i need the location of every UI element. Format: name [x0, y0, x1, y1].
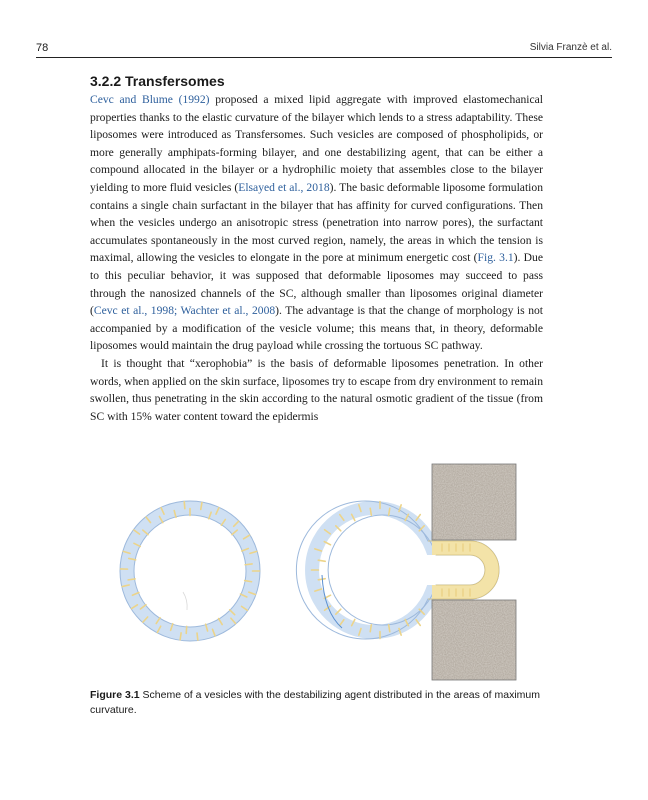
running-head: Silvia Franzè et al. — [529, 42, 612, 53]
paragraph-text: proposed a mixed lipid aggregate with improved elastomechanical properties thanks to the elastic curvature of the bilayer which lends to a stress adaptability. These liposomes were introduced as Transfersomes. Such vesicles are composed of phospholipids, or more generally amphipats-forming bilayer, and one destabilizing agent, that can be either a compound allocated in the bilayer or a hydrophilic moiety that assembles close to the bilayer yielding to more fluid vesicles ( — [90, 93, 543, 194]
paragraph-2: It is thought that “xerophobia” is the basis of deformable liposomes penetration. In other words, when applied on the skin surface, liposomes try to escape from dry environment to remain swollen, thus penetrating in the skin according to the natural osmotic gradient of the tissue (from SC with 15% water content toward the epidermis — [90, 356, 544, 423]
paragraph-text: ). Due to this peculiar behavior, it was supposed that deformable liposomes may succeed to pass through the nanosized channels of the SC, although smaller than liposomes original diameter ( — [90, 251, 544, 318]
spherical-vesicle — [120, 501, 260, 641]
surfactant-molecule — [389, 625, 390, 632]
paragraph-text: ). The basic deformable liposome formulation contains a single chain surfactant in the bilayer that has affinity for curved configurations. Then when the vesicles undergo an anisotropic stress (penetration into narrow pores), the surfactant accumulates spontaneously in the most curved region, namely, the areas in which the tension is maximal, allowing the vesicles to elongate in the pore at minimum energetic cost ( — [90, 180, 543, 265]
surfactant-molecule — [128, 579, 135, 580]
caption-label: Figure 3.1 — [90, 689, 140, 701]
surfactant-molecule — [184, 502, 185, 509]
figure-caption — [90, 688, 550, 718]
citation-link[interactable]: Elsayed et al., 2018 — [238, 180, 330, 194]
surfactant-molecule — [370, 625, 371, 632]
section-title: 3.2.2 Transfersomes — [90, 73, 225, 89]
surfactant-molecule — [180, 633, 181, 640]
surfactant-molecule — [318, 579, 325, 580]
surfactant-molecule — [318, 560, 325, 561]
caption-text: Scheme of a vesicles with the destabilizing agent distributed in the areas of maximum curvature. — [90, 689, 540, 716]
surfactant-molecule — [370, 508, 371, 515]
figure-link[interactable]: Fig. 3.1 — [477, 251, 514, 265]
page-number: 78 — [36, 42, 49, 54]
surfactant-molecule — [245, 564, 252, 565]
surfactant-molecule — [197, 633, 198, 640]
citation-link[interactable]: Cevc and Blume (1992) — [90, 93, 210, 106]
surfactant-molecule — [389, 508, 390, 515]
citation-link[interactable]: Cevc et al., 1998; Wachter et al., 2008 — [93, 304, 276, 318]
paragraph-text: ). The advantage is that the change of morphology is not accompanied by a modification of the vesicle volume; this means that, in theory, deformable liposomes would maintain the drug payload while crossing the tortuous SC pathway. — [90, 304, 544, 353]
